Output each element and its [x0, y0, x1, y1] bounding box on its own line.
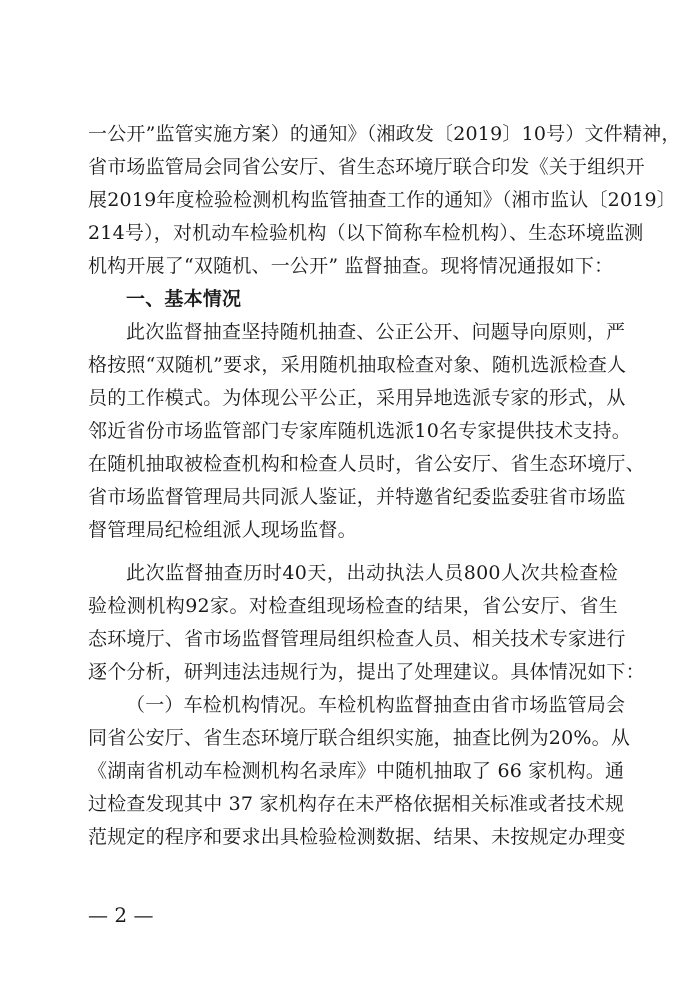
text-line: 在随机抽取被检查机构和检查人员时，省公安厅、省生态环境厅、	[88, 453, 645, 475]
text-line: 态环境厅、省市场监督管理局组织检查人员、相关技术专家进行	[88, 628, 626, 650]
paragraph-gap	[88, 547, 618, 557]
text-line: 展2019年度检验检测机构监管抽查工作的通知》（湘市监认〔2019〕	[88, 189, 677, 211]
document-body	[88, 118, 681, 854]
text-line: 督管理局纪检组派人现场监督。	[88, 519, 357, 541]
text-line: 《湖南省机动车检测机构名录库》中随机抽取了 66 家机构。通	[88, 760, 625, 782]
text-line: 214号），对机动车检验机构（以下简称车检机构）、生态环境监测	[88, 222, 644, 244]
text-line: 此次监督抽查坚持随机抽查、公正公开、问题导向原则，严	[126, 321, 626, 343]
text-line: 验检测机构92家。对检查组现场检查的结果，省公安厅、省生	[88, 595, 618, 617]
text-line: 此次监督抽查历时40天，出动执法人员800人次共检查检	[126, 562, 618, 584]
page-number: — 2 —	[88, 903, 154, 927]
text-line: 过检查发现其中 37 家机构存在未严格依据相关标准或者技术规	[88, 793, 625, 815]
text-line: 机构开展了“双随机、一公开” 监督抽查。现将情况通报如下：	[88, 255, 614, 277]
text-line: 范规定的程序和要求出具检验检测数据、结果、未按规定办理变	[88, 826, 626, 848]
text-line: 格按照“双随机”要求，采用随机抽取检查对象、随机选派检查人	[88, 354, 627, 376]
text-line: 员的工作模式。为体现公平公正，采用异地选派专家的形式，从	[88, 387, 626, 409]
section-heading: 一、基本情况	[126, 288, 242, 310]
text-line: 一公开”监管实施方案）的通知》（湘政发〔2019〕10号）文件精神，	[88, 123, 681, 145]
text-line: 省市场监管局会同省公安厅、省生态环境厅联合印发《关于组织开	[88, 156, 645, 178]
text-line: 同省公安厅、省生态环境厅联合组织实施，抽查比例为20%。从	[88, 727, 631, 749]
text-line: 省市场监督管理局共同派人鉴证，并特邀省纪委监委驻省市场监	[88, 486, 626, 508]
text-line: 邻近省份市场监管部门专家库随机选派10名专家提供技术支持。	[88, 420, 631, 442]
text-line: （一）车检机构情况。车检机构监督抽查由省市场监管局会	[126, 694, 626, 716]
text-line: 逐个分析，研判违法违规行为，提出了处理建议。具体情况如下：	[88, 661, 645, 683]
